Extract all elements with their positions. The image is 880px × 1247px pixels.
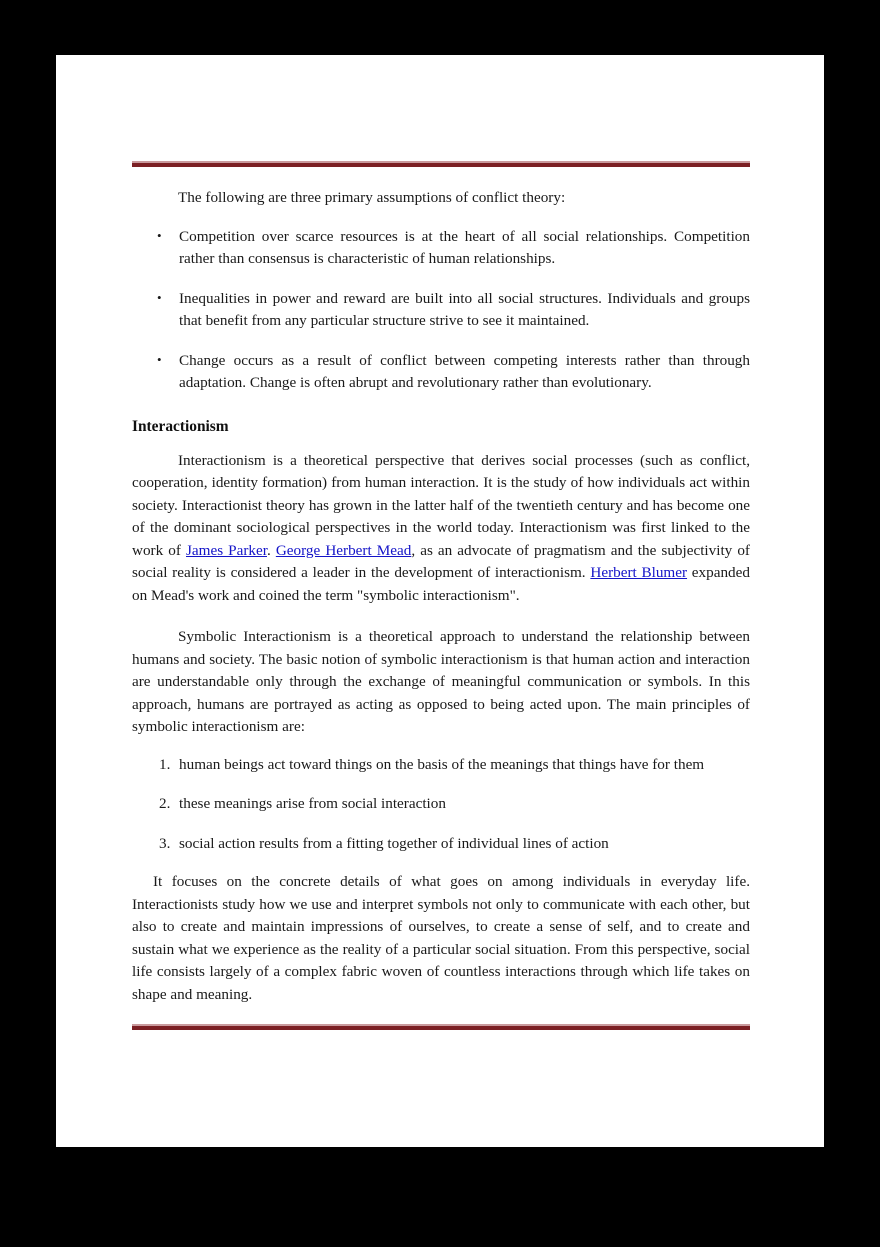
- interactionism-paragraph-block: [132, 450, 750, 608]
- paragraph-text-segment: .: [266, 541, 276, 559]
- closing-paragraph: It focuses on the concrete details of what goes on among individuals in everyday life. Interactionists study how we use and interpret symbols not only to communicate with each other, but also to create and maintain impressions of ourselves, to create a sense of self, and to create and sustain what we experience as the reality of a particular social situation. From this perspective, social life consists largely of a complex fabric woven of countless interactions through which life takes on shape and meaning.: [132, 873, 750, 1003]
- link-herbert-blumer[interactable]: Herbert Blumer: [590, 564, 688, 581]
- paragraph-text-segment: Interactionism is a theoretical perspective that derives social processes (such as conflict, cooperation, identity formation) from human interaction. It is the study of how individuals act within society. Interactionist theory has grown in the latter half of the twentieth century and has become one of the dominant sociological perspectives in the world today. Interactionism was first linked to the work of: [132, 451, 750, 559]
- symbolic-principles-list: [132, 754, 750, 856]
- interactionism-paragraph: [132, 450, 750, 608]
- document-page: [56, 55, 824, 1147]
- lead-in-paragraph: The following are three primary assumptions of conflict theory:: [178, 189, 566, 206]
- paragraph-text-segment: , as an advocate of pragmatism and the subjectivity of social reality is considered a leader in the development of interactionism.: [132, 541, 750, 581]
- list-item: • Inequalities in power and reward are built into all social structures. Individuals and groups that benefit from any particular structure strive to see it maintained.: [132, 288, 750, 333]
- closing-paragraph-block: [132, 871, 750, 1006]
- link-george-herbert-mead[interactable]: George Herbert Mead: [275, 541, 412, 559]
- list-item: • Competition over scarce resources is at the heart of all social relationships. Competition rather than consensus is characteristic of human relationships.: [132, 226, 750, 271]
- list-item: • Change occurs as a result of conflict between competing interests rather than through adaptation. Change is often abrupt and revolutionary rather than evolutionary.: [132, 350, 750, 395]
- bottom-horizontal-rule: [132, 1024, 750, 1030]
- symbolic-interactionism-paragraph: Symbolic Interactionism is a theoretical approach to understand the relationship between humans and society. The basic notion of symbolic interactionism is that human action and interaction are understandable only through the exchange of meaningful communication or symbols. In this approach, humans are portrayed as acting as opposed to being acted upon. The main principles of symbolic interactionism are:: [132, 628, 750, 735]
- list-item: these meanings arise from social interaction: [179, 795, 446, 812]
- symbolic-paragraph-block: [132, 626, 750, 739]
- link-james-parker[interactable]: James Parker: [186, 541, 267, 559]
- conflict-assumptions-list: [132, 226, 750, 395]
- document-content-column: [132, 161, 750, 1030]
- section-heading-interactionism: Interactionism: [132, 417, 229, 435]
- paragraph-text-segment: expanded on Mead's work and coined the term "symbolic interactionism".: [132, 564, 750, 604]
- list-item: social action results from a fitting together of individual lines of action: [179, 834, 609, 852]
- top-horizontal-rule: [132, 161, 750, 167]
- list-item: human beings act toward things on the basis of the meanings that things have for them: [179, 755, 705, 773]
